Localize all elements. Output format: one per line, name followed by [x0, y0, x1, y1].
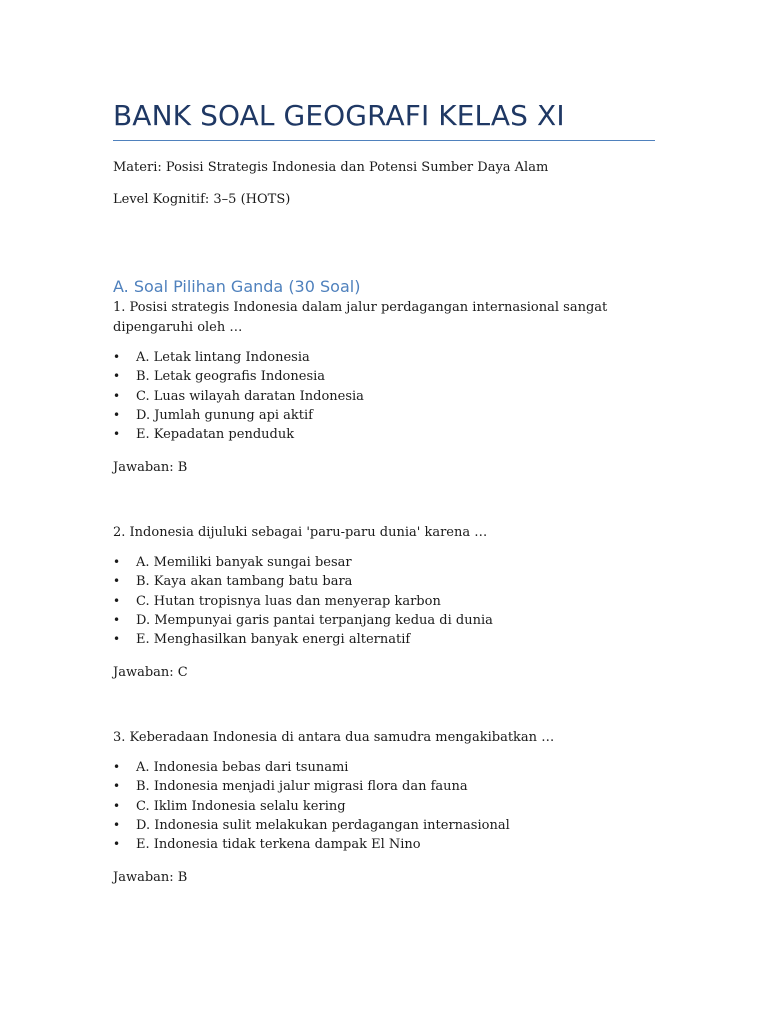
option-label: C. Iklim Indonesia selalu kering	[136, 798, 346, 814]
bullet-icon: •	[113, 574, 121, 589]
bullet-icon: •	[113, 798, 121, 813]
level-line: Level Kognitif: 3–5 (HOTS)	[113, 192, 291, 207]
option-label: A. Indonesia bebas dari tsunami	[136, 760, 349, 775]
bullet-icon: •	[113, 612, 121, 627]
option-label: A. Letak lintang Indonesia	[136, 350, 310, 365]
bullet-icon: •	[113, 407, 121, 422]
bullet-icon: •	[113, 427, 121, 442]
option-label: B. Letak geografis Indonesia	[136, 369, 326, 385]
option-item	[113, 816, 655, 835]
option-item	[113, 406, 655, 425]
bullet-icon: •	[113, 632, 121, 647]
option-item	[113, 835, 655, 854]
option-label: D. Indonesia sulit melakukan perdagangan internasional	[136, 817, 510, 833]
answer-2: Jawaban: C	[113, 665, 188, 680]
option-label: B. Indonesia menjadi jalur migrasi flora dan fauna	[136, 779, 468, 795]
options-list	[113, 348, 655, 444]
option-label: E. Indonesia tidak terkena dampak El Nino	[136, 837, 421, 853]
option-label: D. Mempunyai garis pantai terpanjang kedua di dunia	[136, 612, 493, 628]
options-list	[113, 553, 655, 649]
question-text: 1. Posisi strategis Indonesia dalam jalur perdagangan internasional sangat dipengaruhi oleh …	[113, 300, 608, 335]
section-heading: A. Soal Pilihan Ganda (30 Soal)	[113, 277, 361, 296]
option-item	[113, 611, 655, 630]
option-item	[113, 572, 655, 591]
document-title: BANK SOAL GEOGRAFI KELAS XI	[113, 99, 565, 132]
option-item	[113, 348, 655, 367]
option-item	[113, 758, 655, 777]
bullet-icon: •	[113, 817, 121, 832]
title-divider	[113, 140, 655, 141]
option-item	[113, 630, 655, 649]
bullet-icon: •	[113, 388, 121, 403]
bullet-icon: •	[113, 350, 121, 364]
option-item	[113, 797, 655, 816]
option-item	[113, 553, 655, 572]
option-item	[113, 592, 655, 611]
bullet-icon: •	[113, 369, 121, 384]
bullet-icon: •	[113, 837, 121, 852]
bullet-icon: •	[113, 779, 121, 794]
question-1	[113, 298, 655, 444]
option-item	[113, 777, 655, 796]
bullet-icon: •	[113, 760, 121, 774]
answer-1: Jawaban: B	[113, 460, 188, 475]
question-text: 2. Indonesia dijuluki sebagai 'paru-paru dunia' karena …	[113, 525, 488, 540]
option-label: D. Jumlah gunung api aktif	[136, 407, 313, 423]
question-2	[113, 523, 655, 649]
option-label: E. Menghasilkan banyak energi alternatif	[136, 632, 411, 648]
question-text: 3. Keberadaan Indonesia di antara dua samudra mengakibatkan …	[113, 730, 555, 745]
option-label: C. Luas wilayah daratan Indonesia	[136, 388, 364, 404]
option-item	[113, 387, 655, 406]
options-list	[113, 758, 655, 854]
bullet-icon: •	[113, 555, 121, 569]
answer-3: Jawaban: B	[113, 870, 188, 885]
option-label: C. Hutan tropisnya luas dan menyerap karbon	[136, 593, 441, 609]
bullet-icon: •	[113, 593, 121, 608]
materi-line: Materi: Posisi Strategis Indonesia dan Potensi Sumber Daya Alam	[113, 160, 549, 175]
option-label: A. Memiliki banyak sungai besar	[136, 555, 352, 570]
option-item	[113, 367, 655, 386]
question-3	[113, 728, 655, 854]
option-label: B. Kaya akan tambang batu bara	[136, 574, 353, 590]
option-label: E. Kepadatan penduduk	[136, 427, 295, 443]
option-item	[113, 425, 655, 444]
